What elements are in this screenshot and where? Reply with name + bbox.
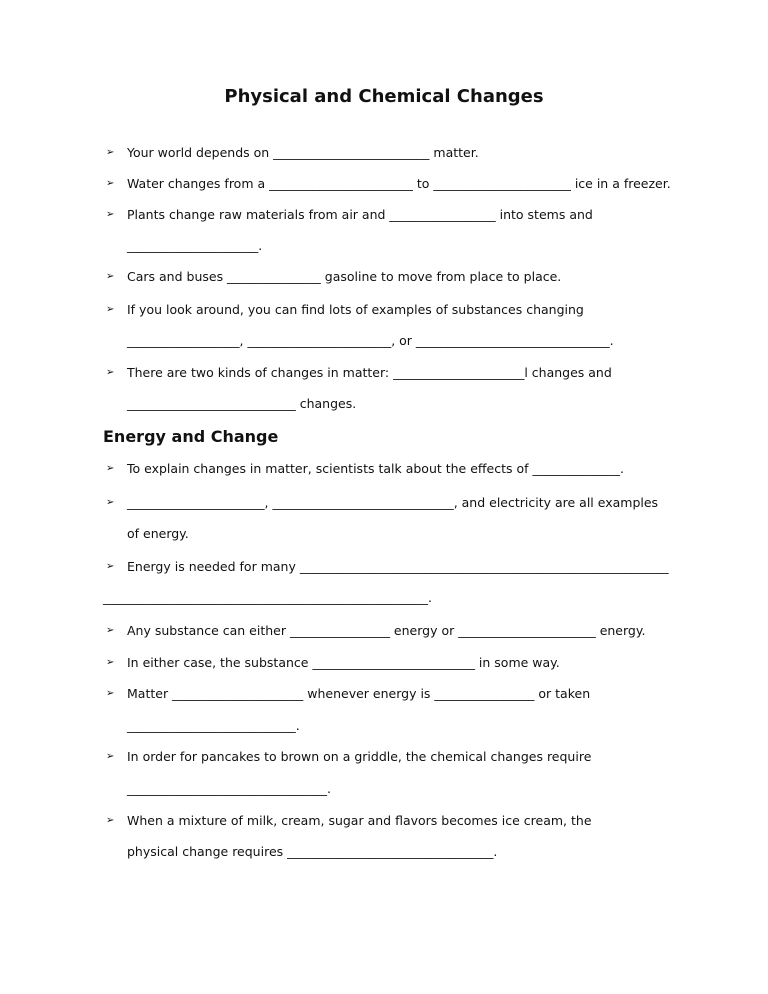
worksheet-line: __________________, _______________________, or _______________________________. bbox=[127, 333, 614, 348]
worksheet-line: ___________________________. bbox=[127, 718, 300, 733]
arrow-bullet-icon: ➢ bbox=[106, 625, 115, 636]
page-title: Physical and Chemical Changes bbox=[224, 86, 544, 107]
arrow-bullet-icon: ➢ bbox=[106, 209, 115, 220]
worksheet-line: _____________________. bbox=[127, 238, 263, 253]
arrow-bullet-icon: ➢ bbox=[106, 688, 115, 699]
arrow-bullet-icon: ➢ bbox=[106, 497, 115, 508]
worksheet-line: Plants change raw materials from air and _________________ into stems and bbox=[127, 207, 593, 222]
arrow-bullet-icon: ➢ bbox=[106, 751, 115, 762]
worksheet-line: To explain changes in matter, scientists talk about the effects of ______________. bbox=[127, 461, 624, 476]
worksheet-line: When a mixture of milk, cream, sugar and flavors becomes ice cream, the bbox=[127, 813, 592, 828]
worksheet-line: Your world depends on _________________________ matter. bbox=[127, 145, 479, 160]
arrow-bullet-icon: ➢ bbox=[106, 271, 115, 282]
arrow-bullet-icon: ➢ bbox=[106, 304, 115, 315]
arrow-bullet-icon: ➢ bbox=[106, 178, 115, 189]
arrow-bullet-icon: ➢ bbox=[106, 147, 115, 158]
worksheet-line: ______________________, _____________________________, and electricity are all examples bbox=[127, 495, 659, 510]
worksheet-line: In either case, the substance __________________________ in some way. bbox=[127, 655, 560, 670]
arrow-bullet-icon: ➢ bbox=[106, 815, 115, 826]
worksheet-line: Energy is needed for many ___________________________________________________________ bbox=[127, 559, 669, 574]
worksheet-line: If you look around, you can find lots of examples of substances changing bbox=[127, 302, 584, 317]
worksheet-line: Water changes from a _______________________ to ______________________ ice in a freezer. bbox=[127, 176, 671, 191]
arrow-bullet-icon: ➢ bbox=[106, 367, 115, 378]
arrow-bullet-icon: ➢ bbox=[106, 463, 115, 474]
worksheet-line: In order for pancakes to brown on a griddle, the chemical changes require bbox=[127, 749, 592, 764]
arrow-bullet-icon: ➢ bbox=[106, 657, 115, 668]
arrow-bullet-icon: ➢ bbox=[106, 561, 115, 572]
worksheet-line: There are two kinds of changes in matter: _____________________l changes and bbox=[127, 365, 612, 380]
worksheet-line: Matter _____________________ whenever energy is ________________ or taken bbox=[127, 686, 591, 701]
section-heading: Energy and Change bbox=[103, 427, 279, 446]
worksheet-line: Cars and buses _______________ gasoline to move from place to place. bbox=[127, 269, 562, 284]
worksheet-line: of energy. bbox=[127, 526, 189, 541]
worksheet-line: ____________________________________________________. bbox=[103, 590, 432, 605]
worksheet-line: physical change requires _________________________________. bbox=[127, 844, 498, 859]
worksheet-line: Any substance can either ________________ energy or ______________________ energy. bbox=[127, 623, 646, 638]
worksheet-line: ___________________________ changes. bbox=[127, 396, 357, 411]
worksheet-line: ________________________________. bbox=[127, 781, 331, 796]
